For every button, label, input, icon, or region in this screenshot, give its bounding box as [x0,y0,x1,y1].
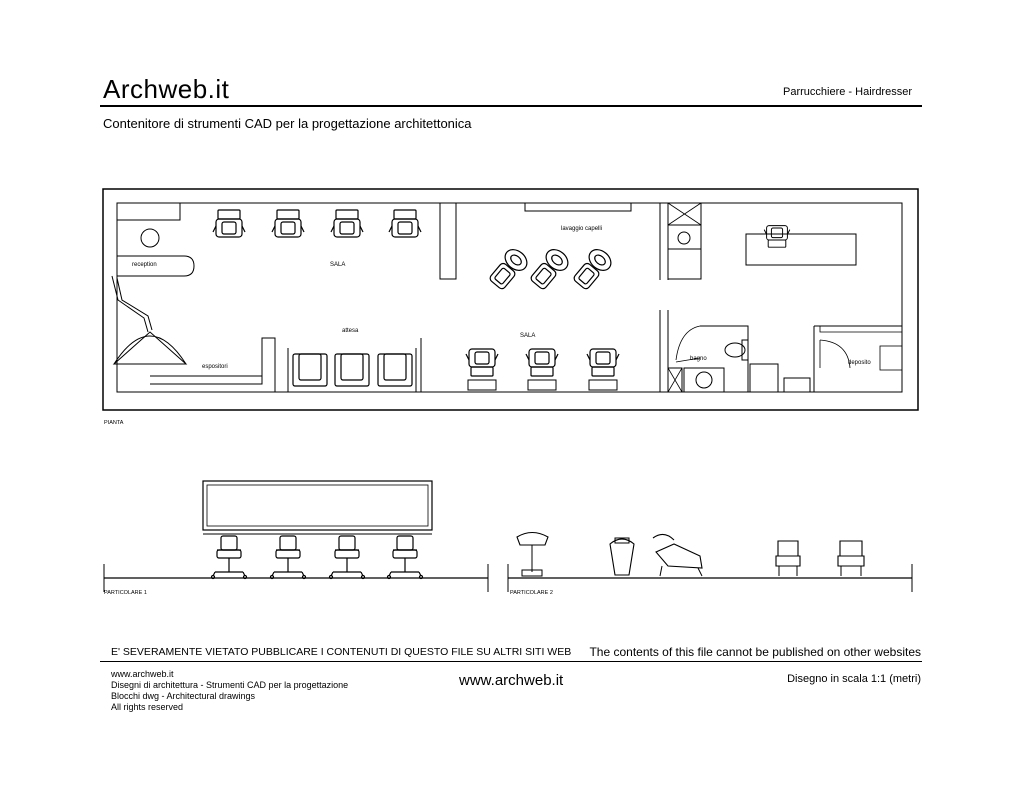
brand-title: Archweb.it [103,74,230,104]
footer-line: www.archweb.it [111,669,174,679]
detail-2 [508,533,912,593]
footer-credits [111,669,348,713]
scale-note: Disegno in scala 1:1 (metri) [787,673,921,685]
footer-site: www.archweb.it [459,672,564,689]
subtitle: Contenitore di strumenti CAD per la progettazione architettonica [103,116,472,131]
label-espositori: espositori [202,364,228,370]
label-bagno: bagno [690,356,707,362]
caption-particolare-2: PARTICOLARE 2 [510,590,553,596]
caption-pianta: PIANTA [104,420,124,426]
label-sala-center: SALA [520,333,536,339]
notice-rule [100,661,922,662]
label-lavaggio: lavaggio capelli [561,226,603,232]
notice-italian: E' SEVERAMENTE VIETATO PUBBLICARE I CONTENUTI DI QUESTO FILE SU ALTRI SITI WEB [111,646,572,658]
office-chair [764,226,790,248]
waiting-chairs [293,354,412,386]
caption-particolare-1: PARTICOLARE 1 [104,590,147,596]
detail-1 [104,481,488,592]
label-sala-left: SALA [330,262,346,268]
drawing-category: Parrucchiere - Hairdresser [783,86,912,98]
footer-line: Disegni di architettura - Strumenti CAD per la progettazione [111,680,349,690]
wash-chairs [486,245,615,292]
sala-chairs-top [213,210,421,237]
label-deposito: deposito [848,360,871,366]
notice-english: The contents of this file cannot be published on other websites [589,645,921,659]
sala-chairs-bottom [466,349,619,390]
label-reception: reception [132,262,157,268]
label-attesa: attesa [342,328,359,334]
footer-line: All rights reserved [111,702,184,712]
footer-line: Blocchi dwg - Architectural drawings [111,691,256,701]
